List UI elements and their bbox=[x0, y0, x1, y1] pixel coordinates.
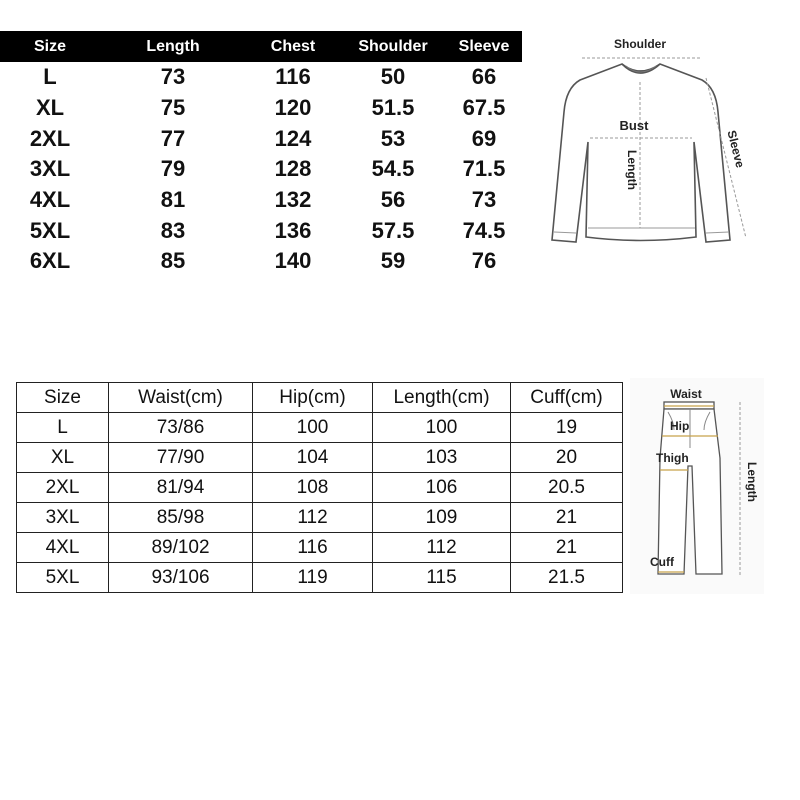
table-row bbox=[0, 246, 522, 277]
cell-chest: 120 bbox=[274, 95, 312, 121]
cell-length: 77 bbox=[160, 125, 186, 151]
cell-length: 115 bbox=[373, 563, 511, 593]
shirt-size-table bbox=[0, 31, 522, 277]
table-row bbox=[0, 123, 522, 154]
sleeve-label: Sleeve bbox=[724, 128, 748, 170]
cell-size: 5XL bbox=[29, 217, 71, 243]
cell-length: 109 bbox=[373, 503, 511, 533]
cell-size: 3XL bbox=[29, 156, 71, 182]
cell-hip: 112 bbox=[253, 503, 373, 533]
cell-size: 5XL bbox=[17, 563, 109, 593]
cuff-label: Cuff bbox=[650, 555, 674, 569]
cell-sleeve: 74.5 bbox=[462, 217, 506, 243]
table-row bbox=[0, 154, 522, 185]
cell-length: 100 bbox=[373, 413, 511, 443]
shirt-diagram bbox=[530, 32, 770, 272]
cell-waist: 93/106 bbox=[109, 563, 253, 593]
cell-chest: 140 bbox=[274, 248, 312, 274]
header-sleeve: Sleeve bbox=[446, 31, 522, 62]
header-hip: Hip(cm) bbox=[253, 383, 373, 413]
cell-length: 81 bbox=[160, 187, 186, 213]
header-size: Size bbox=[0, 31, 100, 62]
shoulder-label: Shoulder bbox=[613, 37, 667, 51]
cell-size: L bbox=[17, 413, 109, 443]
table-row bbox=[17, 473, 623, 503]
cell-cuff: 21 bbox=[511, 533, 623, 563]
cell-sleeve: 73 bbox=[471, 187, 497, 213]
pants-length-label: Length bbox=[745, 462, 759, 502]
shirt-illustration bbox=[530, 32, 770, 272]
cell-size: XL bbox=[17, 443, 109, 473]
cell-length: 85 bbox=[160, 248, 186, 274]
header-length: Length bbox=[100, 31, 246, 62]
cell-length: 112 bbox=[373, 533, 511, 563]
cell-cuff: 21 bbox=[511, 503, 623, 533]
table-row bbox=[17, 533, 623, 563]
pants-size-table bbox=[16, 382, 623, 593]
cell-size: 3XL bbox=[17, 503, 109, 533]
cell-hip: 100 bbox=[253, 413, 373, 443]
cell-chest: 124 bbox=[274, 125, 312, 151]
table-row bbox=[0, 62, 522, 93]
header-length: Length(cm) bbox=[373, 383, 511, 413]
cell-hip: 108 bbox=[253, 473, 373, 503]
table-row bbox=[17, 563, 623, 593]
thigh-label: Thigh bbox=[656, 451, 689, 465]
table-row bbox=[0, 93, 522, 124]
cell-cuff: 20.5 bbox=[511, 473, 623, 503]
header-size: Size bbox=[17, 383, 109, 413]
cell-waist: 85/98 bbox=[109, 503, 253, 533]
cell-shoulder: 56 bbox=[380, 187, 406, 213]
cell-shoulder: 59 bbox=[380, 248, 406, 274]
cell-hip: 104 bbox=[253, 443, 373, 473]
cell-length: 79 bbox=[160, 156, 186, 182]
cell-length: 75 bbox=[160, 95, 186, 121]
table-row bbox=[17, 503, 623, 533]
cell-size: 4XL bbox=[29, 187, 71, 213]
cell-waist: 73/86 bbox=[109, 413, 253, 443]
cell-chest: 136 bbox=[274, 217, 312, 243]
cell-size: 2XL bbox=[17, 473, 109, 503]
table-row bbox=[0, 185, 522, 216]
table-header-row bbox=[17, 383, 623, 413]
cell-size: XL bbox=[35, 95, 65, 121]
cell-length: 103 bbox=[373, 443, 511, 473]
cell-waist: 81/94 bbox=[109, 473, 253, 503]
cell-waist: 89/102 bbox=[109, 533, 253, 563]
table-row bbox=[0, 215, 522, 246]
bust-label: Bust bbox=[619, 118, 649, 133]
cell-size: 4XL bbox=[17, 533, 109, 563]
table-header-row bbox=[0, 31, 522, 62]
pants-illustration bbox=[630, 378, 764, 594]
cell-shoulder: 54.5 bbox=[371, 156, 415, 182]
cell-length: 106 bbox=[373, 473, 511, 503]
table-row bbox=[17, 413, 623, 443]
cell-cuff: 20 bbox=[511, 443, 623, 473]
cell-sleeve: 69 bbox=[471, 125, 497, 151]
waist-label: Waist bbox=[670, 387, 702, 401]
header-cuff: Cuff(cm) bbox=[511, 383, 623, 413]
cell-sleeve: 71.5 bbox=[462, 156, 506, 182]
cell-shoulder: 53 bbox=[380, 125, 406, 151]
cell-size: L bbox=[43, 64, 57, 90]
cell-cuff: 21.5 bbox=[511, 563, 623, 593]
cell-hip: 116 bbox=[253, 533, 373, 563]
cell-hip: 119 bbox=[253, 563, 373, 593]
header-waist: Waist(cm) bbox=[109, 383, 253, 413]
cell-size: 6XL bbox=[29, 248, 71, 274]
cell-cuff: 19 bbox=[511, 413, 623, 443]
cell-waist: 77/90 bbox=[109, 443, 253, 473]
cell-chest: 116 bbox=[275, 64, 311, 90]
cell-size: 2XL bbox=[29, 125, 71, 151]
header-shoulder: Shoulder bbox=[340, 31, 446, 62]
cell-chest: 132 bbox=[274, 187, 312, 213]
hip-label: Hip bbox=[670, 419, 690, 433]
cell-sleeve: 67.5 bbox=[462, 95, 506, 121]
cell-chest: 128 bbox=[274, 156, 312, 182]
cell-shoulder: 50 bbox=[380, 64, 406, 90]
cell-sleeve: 76 bbox=[471, 248, 497, 274]
cell-shoulder: 57.5 bbox=[371, 217, 415, 243]
cell-length: 83 bbox=[160, 217, 186, 243]
shirt-outline bbox=[552, 64, 730, 242]
cell-sleeve: 66 bbox=[471, 64, 497, 90]
cell-length: 73 bbox=[160, 64, 186, 90]
length-label: Length bbox=[625, 150, 639, 190]
cell-shoulder: 51.5 bbox=[371, 95, 415, 121]
header-chest: Chest bbox=[246, 31, 340, 62]
table-row bbox=[17, 443, 623, 473]
pants-diagram bbox=[630, 378, 764, 594]
